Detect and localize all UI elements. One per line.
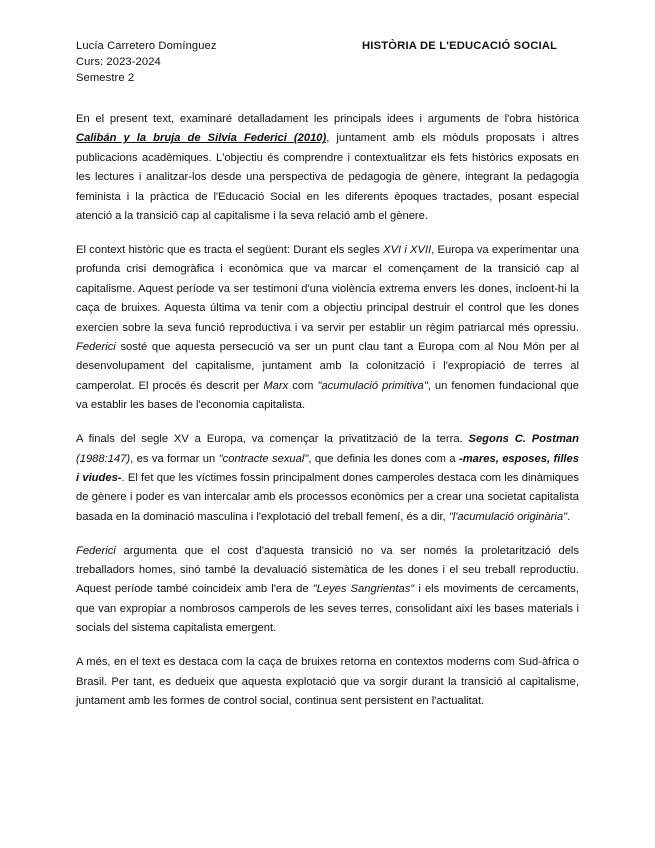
- citation-author: Segons C. Postman: [468, 433, 579, 446]
- paragraph-text: , Europa va experimentar una profunda crisi demogràfica i econòmica que va marcar el començament de la transició cap al capitalisme. Aquest període va ser testimoni d'una violència extrema envers les dones, incloent-hi la caça de bruixes. Aquesta última va tenir com a objectiu principal destruir el control que les dones exercien sobre la seva funció reproductiva i va servir per establir un règim patriarcal més opressiu.: [76, 243, 580, 334]
- course-year: Curs: 2023-2024: [76, 56, 161, 68]
- paragraph-text: com: [288, 379, 318, 392]
- citation-year: (1988:147): [76, 452, 131, 465]
- paragraph-text: El context històric que es tracta el següent: Durant els segles: [76, 243, 384, 256]
- quoted-term: "acumulació primitiva": [317, 379, 428, 392]
- paragraph-text: i els moviments de cercaments, que van expropiar a nombrosos camperols de les seves terres, consolidant així les bases materials i socials del sistema capitalista emergent.: [76, 583, 579, 635]
- marx-reference: Marx: [263, 379, 289, 392]
- paragraph-privatization: [76, 430, 579, 527]
- paragraph-text: A més, en el text es destaca com la caça de bruixes retorna en contextos moderns com Sud-àfrica o Brasil. Per tant, es dedueix que aquesta explotació que va sorgir durant la transició al capitalisme, juntament amb les formes de control social, continua sent persistent en l'actualitat.: [76, 656, 579, 707]
- paragraph-intro: [76, 110, 579, 226]
- roles-list: -mares, esposes, filles i viudes-: [76, 452, 579, 484]
- paragraph-conclusion: [76, 653, 579, 711]
- quoted-term: "Leyes Sangrientas": [312, 583, 415, 596]
- quoted-term: "l'acumulació originària": [448, 510, 568, 523]
- paragraph-text: , un fenomen fundacional que va establir les bases de l'economia capitalista.: [76, 379, 579, 412]
- document-title: HISTÒRIA DE L'EDUCACIÓ SOCIAL: [362, 40, 558, 52]
- document-body: [76, 110, 579, 726]
- author-reference: Federici: [76, 544, 116, 557]
- paragraph-text: , es va formar un: [130, 452, 219, 465]
- centuries-reference: XVI i XVII: [383, 243, 432, 256]
- paragraph-text: argumenta que el cost d'aquesta transició no va ser només la proletarització dels treballadors homes, sinó també la devaluació sistemàtica de les dones i el seu treball reproductiu. Aquest període també coincideix amb l'era de: [76, 544, 579, 596]
- paragraph-argument: [76, 542, 579, 639]
- semester: Semestre 2: [76, 72, 135, 84]
- paragraph-text: En el present text, examinaré detalladament les principals idees i arguments de l'obra històrica: [76, 113, 579, 125]
- paragraph-text: .: [567, 510, 571, 523]
- author-block: [76, 38, 217, 86]
- paragraph-text: . El fet que les víctimes fossin principalment dones camperoles destaca com les dinàmiques de gènere i poder es van intercalar amb els processos econòmics per a crear una societat capitalista basada en la dominació masculina i l'explotació del treball femení, és a dir,: [76, 471, 579, 523]
- book-title: Calibán y la bruja de Silvia Federici (2010): [76, 132, 327, 145]
- paragraph-context: [76, 241, 579, 416]
- paragraph-text: sosté que aquesta persecució va ser un punt clau tant a Europa com al Nou Món per al desenvolupament del capitalisme, juntament amb la colonització i l'expropiació de terres al camperolat. El procés és descrit per: [76, 340, 579, 392]
- author-name: Lucía Carretero Domínguez: [76, 40, 217, 52]
- quoted-term: "contracte sexual": [218, 452, 309, 465]
- paragraph-text: , que definia les dones com a: [308, 452, 459, 465]
- paragraph-text: , juntament amb els mòduls proposats i altres publicacions acadèmiques. L'objectiu és comprendre i contextualitzar els fets històrics exposats en les lectures i analitzar-los desde una perspectiva de pedagogia de gènere, integrant la pedagogia feminista i la pràctica de l'Educació Social en les diferents èpoques tractades, posant especial atenció a la transició cap al capitalisme i la seva relació amb el gènere.: [76, 132, 579, 223]
- paragraph-text: A finals del segle XV a Europa, va començar la privatització de la terra.: [76, 433, 469, 446]
- author-reference: Federici: [76, 340, 116, 353]
